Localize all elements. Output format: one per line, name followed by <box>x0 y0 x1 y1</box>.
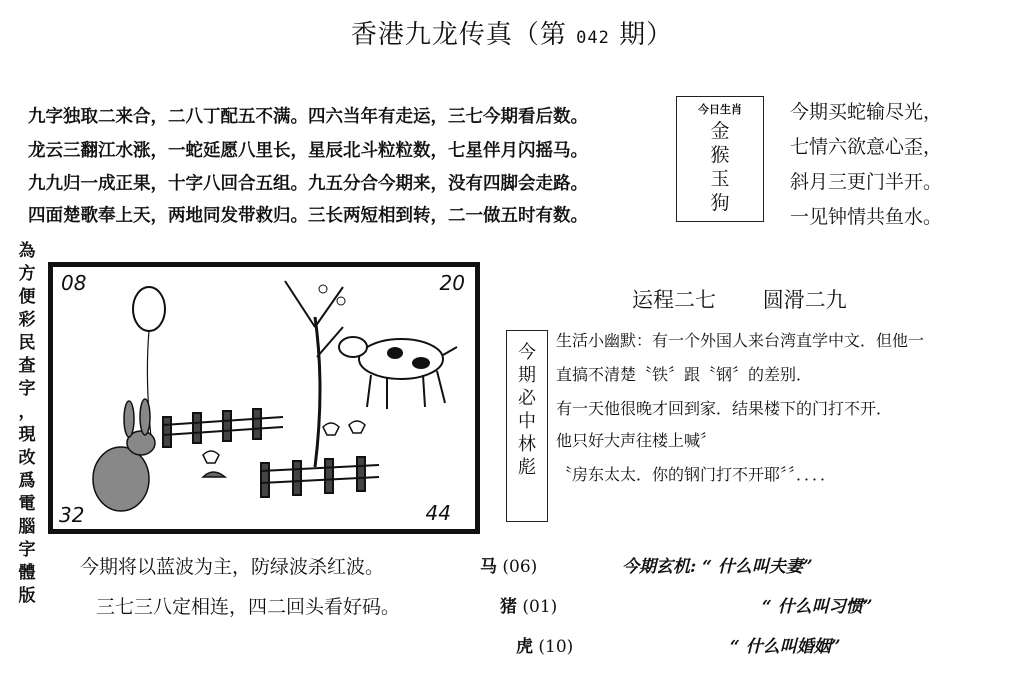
zodiac-name: 马 <box>480 557 497 577</box>
zodiac-pick-2 <box>500 592 557 617</box>
side-note <box>14 240 40 608</box>
right-poem-line-4: 一见钟情共鱼水。 <box>790 206 943 228</box>
poem-line-4: 四面楚歌奉上天，两地同发带救归。三长两短相到转，二一做五时有数。 <box>28 206 588 226</box>
side-char: 改 <box>18 448 36 468</box>
side-char: 字 <box>18 540 36 560</box>
side-char: 字 <box>18 379 36 399</box>
tree-icon <box>285 281 345 467</box>
scene-drawing <box>53 267 475 529</box>
title-end: 期） <box>619 20 674 50</box>
bottom-line-2: 三七三八定相连，四二回头看好码。 <box>96 596 401 618</box>
pick-char: 必 <box>518 388 536 409</box>
mystery-row-3: “ 什么叫婚姻” <box>730 637 841 657</box>
zodiac-num: (01) <box>522 597 558 617</box>
bottom-line-1: 今期将以蓝波为主，防绿波杀红波。 <box>80 556 385 578</box>
pick-char: 今 <box>518 342 536 363</box>
mystery-row-1 <box>622 552 813 577</box>
zodiac-item: 金 <box>710 120 730 142</box>
mystery-text: “ 什么叫夫妻” <box>702 557 813 577</box>
pick-items <box>507 341 547 479</box>
side-char: 爲 <box>18 471 36 491</box>
zodiac-item: 玉 <box>710 168 730 190</box>
side-char: 現 <box>18 425 36 445</box>
fortune-line <box>632 284 887 314</box>
right-poem-line-3: 斜月三更门半开。 <box>790 171 943 193</box>
zodiac-pick-1 <box>480 552 537 577</box>
zodiac-item: 猴 <box>710 144 730 166</box>
zodiac-pick-3 <box>516 632 573 657</box>
zodiac-item: 狗 <box>710 192 730 214</box>
pick-box <box>506 330 548 522</box>
side-char: 彩 <box>18 310 36 330</box>
poem-line-2: 龙云三翻江水涨，一蛇延愿八里长，星辰北斗粒粒数，七星伴月闪摇马。 <box>28 141 588 161</box>
fortune-left: 运程二七 <box>632 288 716 312</box>
issue-number: 042 <box>576 28 610 48</box>
side-char: ， <box>18 402 36 422</box>
mystery-row-2: “ 什么叫习惯” <box>762 597 873 617</box>
right-poem-line-2: 七情六欲意心歪， <box>790 136 943 158</box>
side-char: 為 <box>18 241 36 261</box>
zodiac-items <box>677 119 763 215</box>
joke-line-4: 他只好大声往楼上喊〞 <box>556 431 717 450</box>
poem-line-1: 九字独取二来合，二八丁配五不满。四六当年有走运，三七今期看后数。 <box>28 107 588 127</box>
side-char: 腦 <box>18 517 36 537</box>
side-char: 民 <box>18 333 36 353</box>
corner-number-bottom-left: 32 <box>59 503 85 527</box>
corner-number-bottom-right: 44 <box>425 501 451 525</box>
joke-line-1: 生活小幽默：有一个外国人来台湾直学中文．但他一 <box>556 331 925 350</box>
page-title <box>0 14 1024 51</box>
fence-icon <box>163 409 379 497</box>
mystery-label: 今期玄机: <box>622 557 697 577</box>
side-char: 電 <box>18 494 36 514</box>
side-char: 體 <box>18 563 36 583</box>
rabbit-icon <box>93 399 155 511</box>
zodiac-box <box>676 96 764 222</box>
joke-line-5: 〝房东太太．你的钢门打不开耶〞〞．．．． <box>556 465 837 484</box>
poem-line-3: 九九归一成正果，十字八回合五组。九五分合今期来，没有四脚会走路。 <box>28 174 588 194</box>
zodiac-num: (10) <box>538 637 574 657</box>
zodiac-heading: 今日生肖 <box>698 103 742 116</box>
side-char: 版 <box>18 586 36 606</box>
title-text: 香港九龙传真（第 <box>350 20 567 50</box>
side-char: 查 <box>18 356 36 376</box>
joke-line-2: 直搞不清楚〝铁〞跟〝钢〞的差别． <box>556 365 813 384</box>
cow-icon <box>339 337 457 409</box>
zodiac-num: (06) <box>502 557 538 577</box>
fortune-right: 圆滑二九 <box>762 288 847 312</box>
pick-char: 期 <box>518 365 536 386</box>
pick-char: 彪 <box>518 457 536 478</box>
corner-number-top-right: 20 <box>439 271 465 295</box>
side-char: 方 <box>18 264 36 284</box>
joke-line-3: 有一天他很晚才回到家．结果楼下的门打不开． <box>556 399 893 418</box>
pick-char: 林 <box>518 434 536 455</box>
zodiac-name: 猪 <box>500 597 517 617</box>
right-poem-line-1: 今期买蛇输尽光， <box>790 101 943 123</box>
illustration-frame <box>48 262 480 534</box>
pick-char: 中 <box>518 411 536 432</box>
corner-number-top-left: 08 <box>61 271 87 295</box>
zodiac-name: 虎 <box>516 637 533 657</box>
side-char: 便 <box>18 287 36 307</box>
